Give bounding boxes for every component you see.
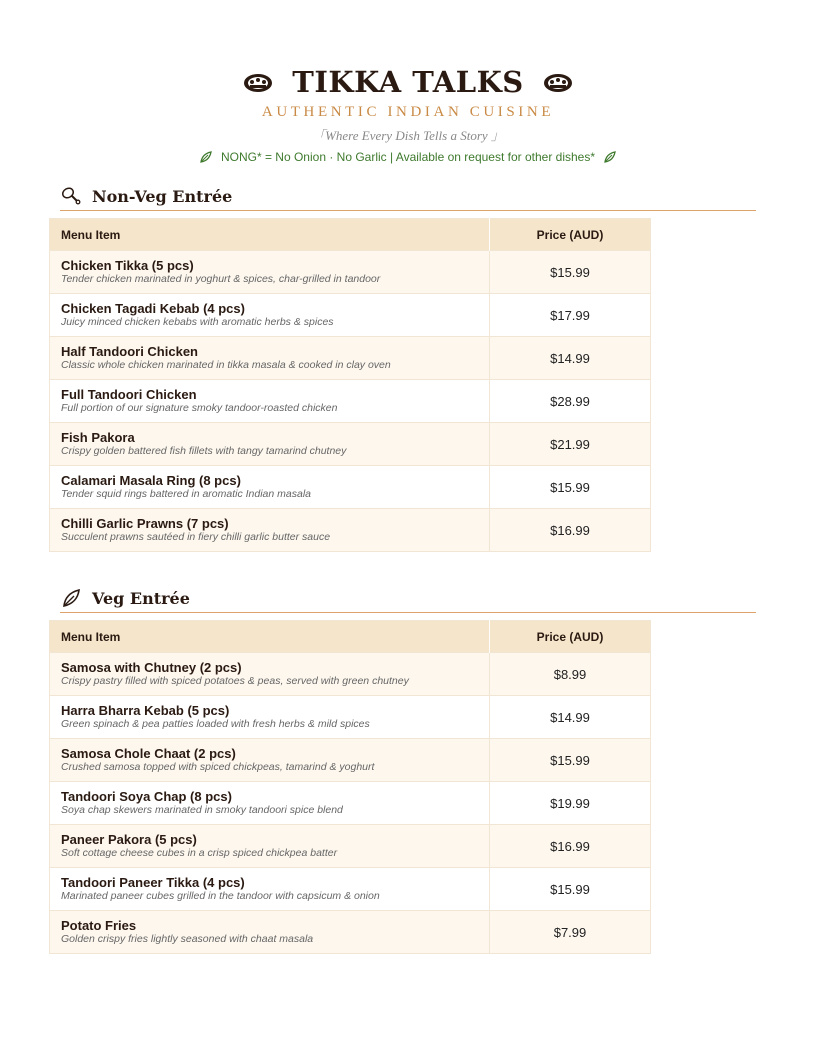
table-row [50, 696, 651, 739]
table-row [50, 911, 651, 954]
table-row [50, 466, 651, 509]
table-row [50, 868, 651, 911]
crown-icon [242, 69, 274, 95]
item-price: $16.99 [490, 825, 651, 868]
item-price: $16.99 [490, 509, 651, 552]
item-description: Tender squid rings battered in aromatic Indian masala [61, 488, 312, 500]
item-price: $15.99 [490, 868, 651, 911]
table-row [50, 294, 651, 337]
table-row [50, 825, 651, 868]
item-description: Full portion of our signature smoky tandoor-roasted chicken [61, 402, 338, 414]
nong-note-text: NONG* = No Onion · No Garlic | Available on request for other dishes* [220, 150, 596, 164]
item-description: Tender chicken marinated in yoghurt & spices, char-grilled in tandoor [61, 273, 381, 285]
item-description: Succulent prawns sautéed in fiery chilli garlic butter sauce [61, 531, 331, 543]
item-name: Tandoori Paneer Tikka (4 pcs) [61, 875, 245, 890]
menu-header [0, 62, 816, 164]
item-description: Golden crispy fries lightly seasoned with chaat masala [61, 933, 314, 945]
col-price: Price (AUD) [490, 621, 651, 653]
item-price: $15.99 [490, 739, 651, 782]
menu-item-cell [50, 782, 490, 825]
veg-section-header [60, 584, 756, 613]
menu-item-cell [50, 509, 490, 552]
leaf-icon [60, 587, 82, 609]
menu-item-cell [50, 251, 490, 294]
item-description: Crispy golden battered fish fillets with tangy tamarind chutney [61, 445, 347, 457]
table-row [50, 380, 651, 423]
item-price: $19.99 [490, 782, 651, 825]
item-name: Potato Fries [61, 918, 137, 933]
restaurant-tagline: 「Where Every Dish Tells a Story 」 [312, 128, 504, 143]
item-name: Samosa with Chutney (2 pcs) [61, 660, 242, 675]
item-description: Crushed samosa topped with spiced chickpeas, tamarind & yoghurt [61, 761, 375, 773]
item-name: Calamari Masala Ring (8 pcs) [61, 473, 241, 488]
menu-item-cell [50, 337, 490, 380]
drumstick-icon [60, 185, 82, 207]
nong-note [0, 150, 816, 164]
table-row [50, 423, 651, 466]
table-row [50, 653, 651, 696]
item-description: Crispy pastry filled with spiced potatoes & peas, served with green chutney [61, 675, 409, 687]
leaf-icon [199, 150, 213, 164]
table-header-row [50, 621, 651, 653]
col-menu-item: Menu Item [50, 621, 490, 653]
brand-row [0, 62, 816, 102]
veg-section-title: Veg Entrée [92, 588, 190, 608]
item-price: $28.99 [490, 380, 651, 423]
item-name: Half Tandoori Chicken [61, 344, 198, 359]
menu-item-cell [50, 696, 490, 739]
menu-item-cell [50, 466, 490, 509]
item-price: $7.99 [490, 911, 651, 954]
item-description: Soya chap skewers marinated in smoky tandoori spice blend [61, 804, 343, 816]
item-price: $15.99 [490, 466, 651, 509]
item-description: Green spinach & pea patties loaded with fresh herbs & mild spices [61, 718, 370, 730]
item-description: Classic whole chicken marinated in tikka masala & cooked in clay oven [61, 359, 391, 371]
item-price: $8.99 [490, 653, 651, 696]
leaf-icon [603, 150, 617, 164]
table-row [50, 251, 651, 294]
menu-item-cell [50, 294, 490, 337]
item-name: Chilli Garlic Prawns (7 pcs) [61, 516, 229, 531]
restaurant-subtitle: AUTHENTIC INDIAN CUISINE [261, 104, 555, 120]
table-header-row [50, 219, 651, 251]
restaurant-title: TIKKA TALKS [292, 65, 524, 99]
menu-item-cell [50, 423, 490, 466]
table-row [50, 739, 651, 782]
item-name: Tandoori Soya Chap (8 pcs) [61, 789, 232, 804]
menu-item-cell [50, 653, 490, 696]
crown-icon [542, 69, 574, 95]
item-name: Fish Pakora [61, 430, 135, 445]
table-row [50, 337, 651, 380]
veg-menu-table [49, 620, 651, 954]
item-price: $15.99 [490, 251, 651, 294]
nonveg-menu-table [49, 218, 651, 552]
nonveg-section-header [60, 182, 756, 211]
nonveg-section-title: Non-Veg Entrée [92, 186, 233, 206]
item-name: Harra Bharra Kebab (5 pcs) [61, 703, 230, 718]
item-description: Soft cottage cheese cubes in a crisp spiced chickpea batter [61, 847, 338, 859]
item-price: $14.99 [490, 337, 651, 380]
col-price: Price (AUD) [490, 219, 651, 251]
menu-item-cell [50, 911, 490, 954]
item-name: Paneer Pakora (5 pcs) [61, 832, 197, 847]
item-price: $21.99 [490, 423, 651, 466]
table-row [50, 509, 651, 552]
table-row [50, 782, 651, 825]
item-name: Samosa Chole Chaat (2 pcs) [61, 746, 236, 761]
menu-item-cell [50, 825, 490, 868]
menu-item-cell [50, 868, 490, 911]
item-description: Juicy minced chicken kebabs with aromatic herbs & spices [61, 316, 334, 328]
item-name: Full Tandoori Chicken [61, 387, 197, 402]
item-description: Marinated paneer cubes grilled in the tandoor with capsicum & onion [61, 890, 380, 902]
menu-item-cell [50, 380, 490, 423]
item-name: Chicken Tagadi Kebab (4 pcs) [61, 301, 245, 316]
item-name: Chicken Tikka (5 pcs) [61, 258, 194, 273]
item-price: $17.99 [490, 294, 651, 337]
col-menu-item: Menu Item [50, 219, 490, 251]
menu-item-cell [50, 739, 490, 782]
item-price: $14.99 [490, 696, 651, 739]
